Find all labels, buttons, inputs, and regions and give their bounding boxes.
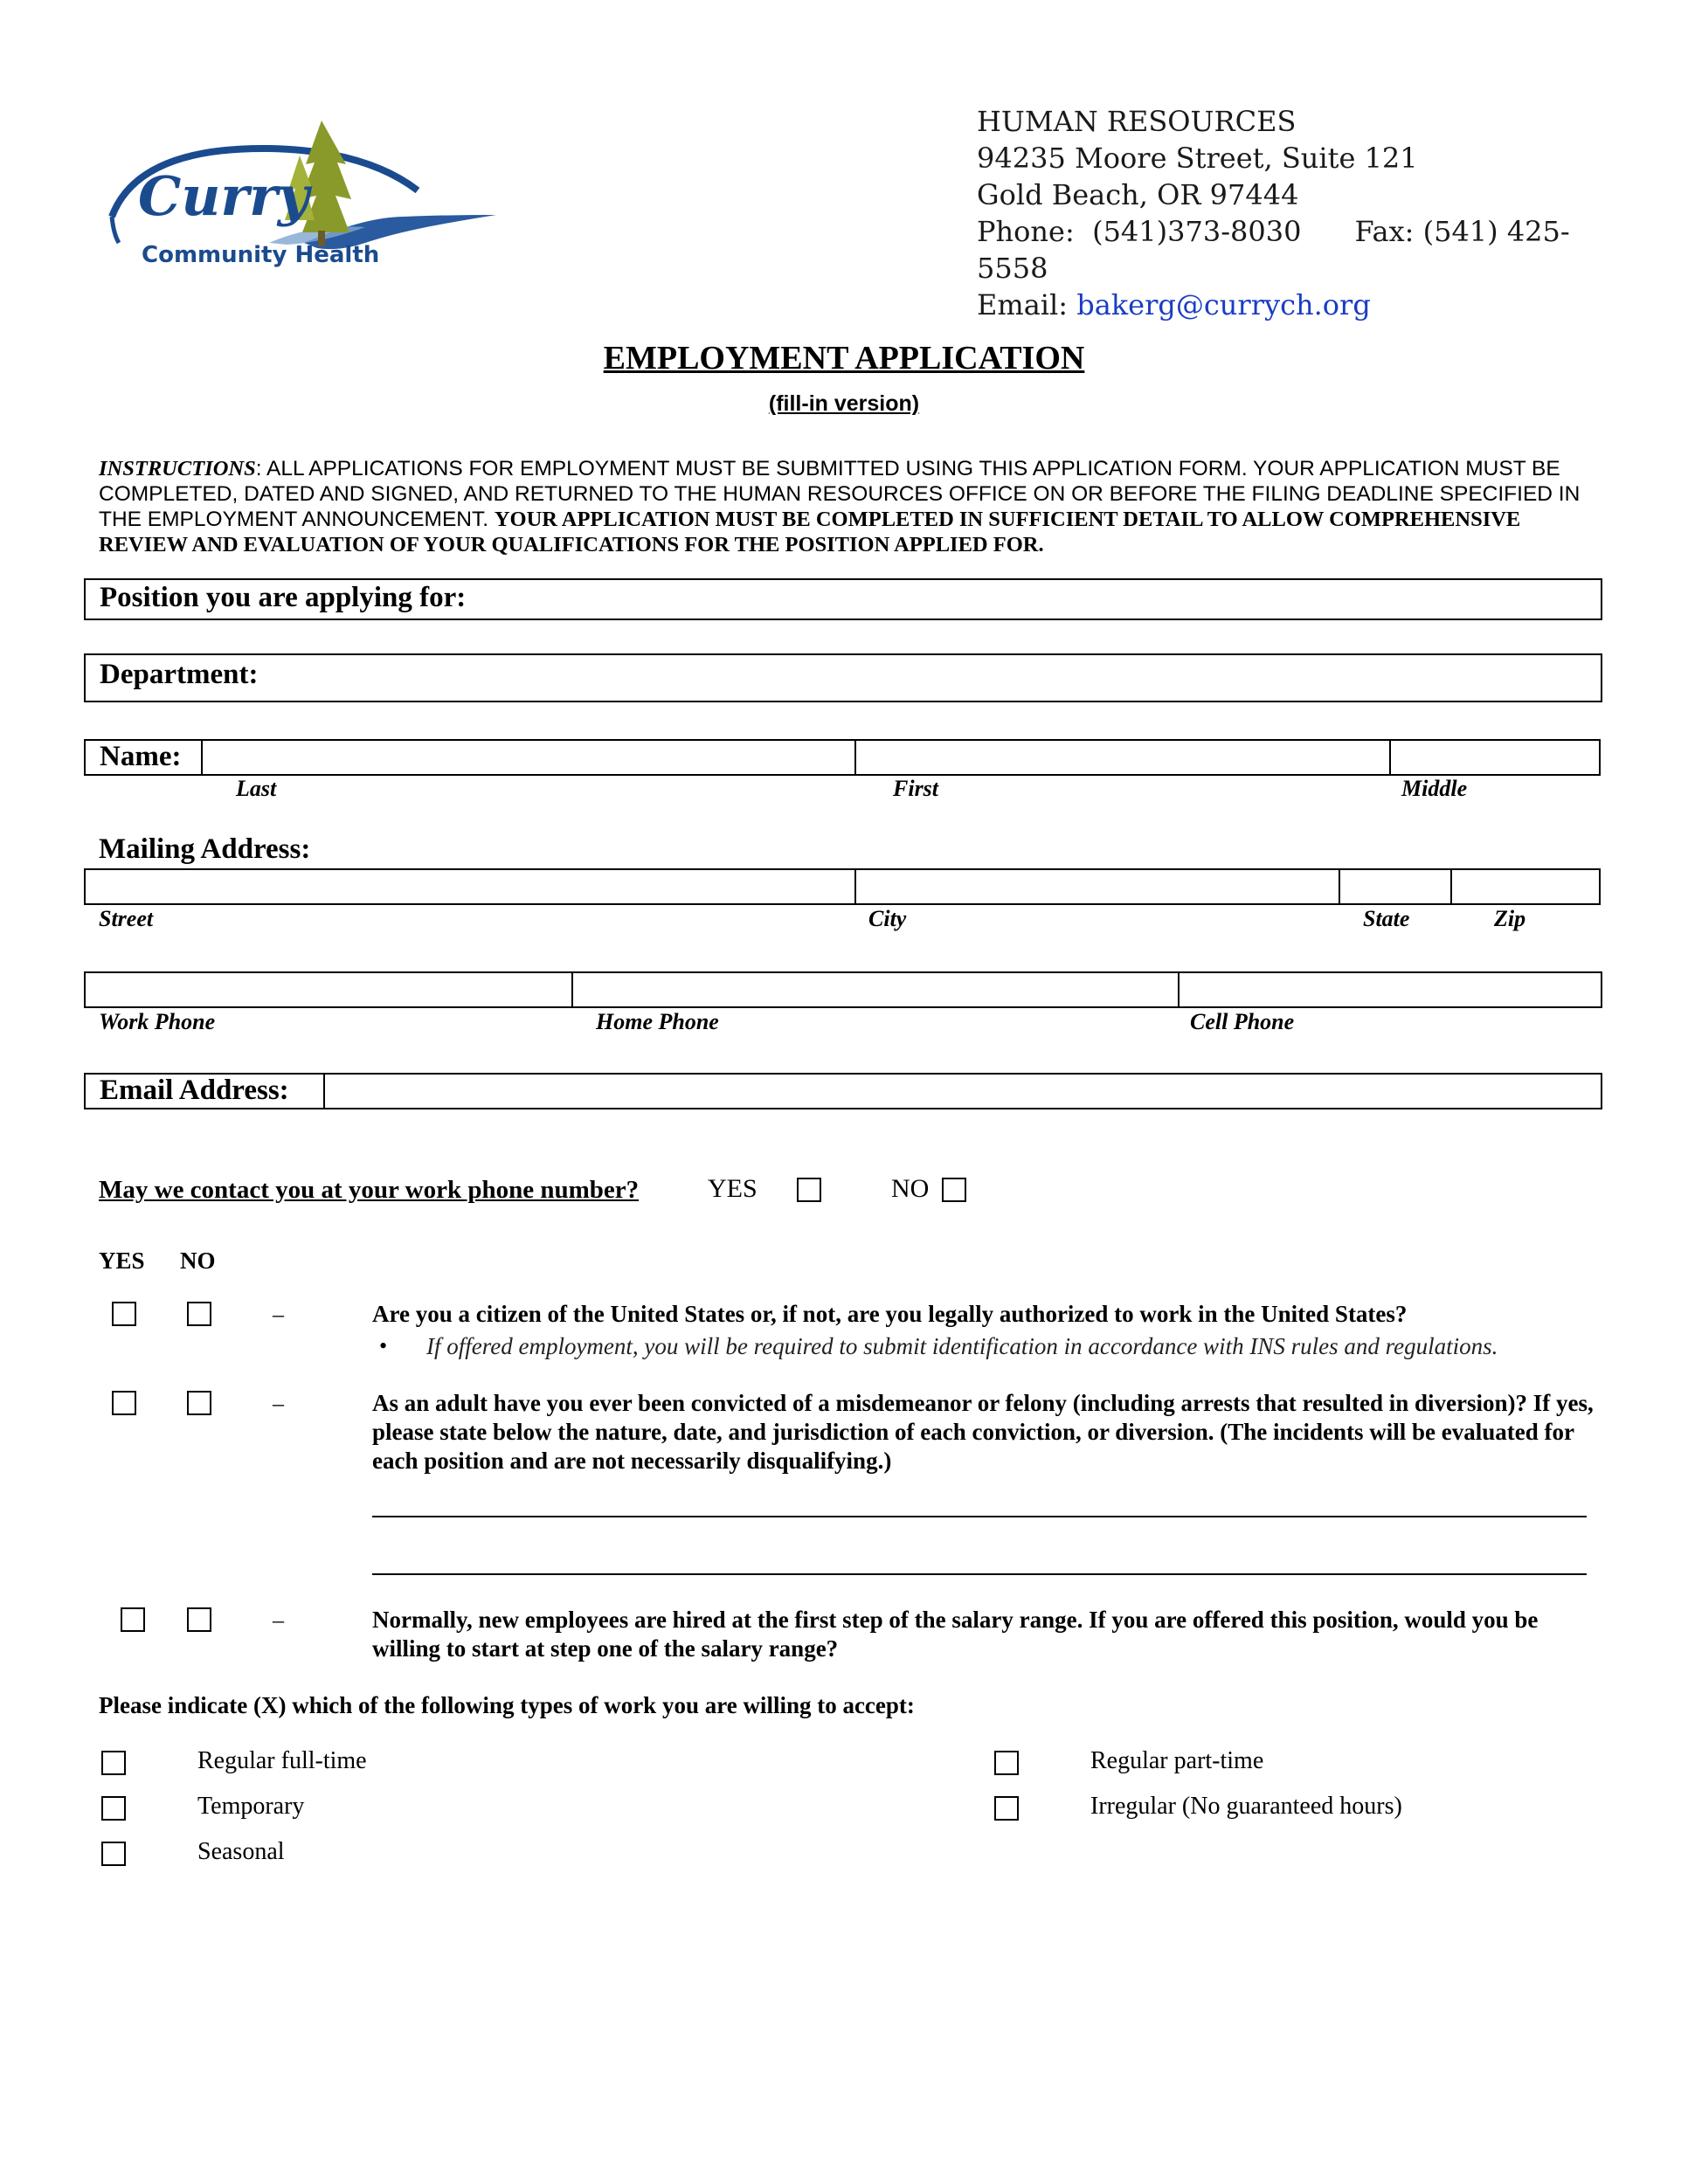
q1-ins-note: If offered employment, you will be required to submit identification in accordance with INS rules and regulations. bbox=[426, 1333, 1498, 1359]
hr-city: Gold Beach, OR 97444 bbox=[977, 178, 1299, 211]
street-input[interactable] bbox=[86, 870, 854, 903]
position-label: Position you are applying for: bbox=[100, 582, 467, 613]
q1-no-checkbox[interactable] bbox=[187, 1302, 211, 1326]
contact-yes-label: YES bbox=[708, 1174, 758, 1203]
regular-full-time-checkbox[interactable] bbox=[101, 1751, 126, 1775]
contact-question: May we contact you at your work phone number? bbox=[99, 1176, 640, 1204]
email-address-label: Email Address: bbox=[100, 1075, 289, 1106]
name-middle-input[interactable] bbox=[1389, 741, 1599, 774]
q1-dash: – bbox=[273, 1302, 284, 1327]
state-input[interactable] bbox=[1339, 870, 1452, 903]
q3-salary-question: Normally, new employees are hired at the first step of the salary range. If you are offered this position, would you be willing to start at step one of the salary range? bbox=[372, 1607, 1539, 1662]
q1-bullet: • bbox=[379, 1333, 388, 1358]
seasonal-label: Seasonal bbox=[197, 1838, 285, 1865]
q2-conviction-question: As an adult have you ever been convicted of a misdemeanor or felony (including arrests that resulted in diversion)? If yes, please state below the nature, date, and jurisdiction of each conviction, or diversion. (The incidents will be evaluated for each position and are not necessarily disqualifying.) bbox=[372, 1390, 1594, 1474]
q2-no-checkbox[interactable] bbox=[187, 1391, 211, 1415]
hr-email-link[interactable]: bakerg@currych.org bbox=[1076, 288, 1371, 321]
hr-street: 94235 Moore Street, Suite 121 bbox=[977, 142, 1418, 175]
phone-row bbox=[84, 971, 1602, 1008]
q2-dash: – bbox=[273, 1391, 284, 1416]
name-first-input[interactable] bbox=[854, 741, 1391, 774]
yes-column-header: YES bbox=[99, 1248, 145, 1274]
work-phone-input[interactable] bbox=[86, 973, 571, 1006]
mailing-address-label: Mailing Address: bbox=[99, 833, 311, 865]
regular-part-time-checkbox[interactable] bbox=[994, 1751, 1019, 1775]
instructions-bold-text: YOUR APPLICATION MUST BE COMPLETED IN SUFFICIENT DETAIL TO ALLOW COMPREHENSIVE REVIEW AND EVALUATION OF YOUR QUALIFICATIONS FOR THE POSITION APPLIED FOR. bbox=[99, 508, 1521, 556]
q1-citizenship-question: Are you a citizen of the United States or, if not, are you legally authorized to work in the United States? bbox=[372, 1301, 1408, 1327]
q2-answer-line-1[interactable] bbox=[372, 1516, 1587, 1517]
street-caption: Street bbox=[99, 906, 154, 931]
work-types-prompt: Please indicate (X) which of the following types of work you are willing to accept: bbox=[99, 1692, 915, 1718]
logo-subtitle: Community Health bbox=[142, 242, 380, 268]
irregular-label: Irregular (No guaranteed hours) bbox=[1090, 1793, 1402, 1820]
q3-dash: – bbox=[273, 1607, 284, 1633]
department-field[interactable] bbox=[84, 653, 1602, 702]
name-row bbox=[84, 739, 1601, 776]
email-address-input[interactable] bbox=[323, 1075, 1601, 1108]
state-caption: State bbox=[1363, 906, 1410, 931]
address-row bbox=[84, 868, 1601, 905]
instructions-text: : ALL APPLICATIONS FOR EMPLOYMENT MUST BE SUBMITTED USING THIS APPLICATION FORM. YOUR APPLICATION MUST BE COMPLETED, DATED AND SIGNED, AND RETURNED TO THE HUMAN RESOURCES OFFICE ON OR BEFORE THE FILING DEADLINE SPECIFIED IN THE EMPLOYMENT ANNOUNCEMENT. bbox=[99, 457, 1581, 531]
department-label: Department: bbox=[100, 659, 259, 690]
name-first-caption: First bbox=[893, 776, 939, 801]
temporary-label: Temporary bbox=[197, 1793, 305, 1820]
hr-phone-line bbox=[977, 213, 1570, 250]
zip-caption: Zip bbox=[1494, 906, 1526, 931]
email-row bbox=[84, 1073, 1602, 1109]
instructions bbox=[99, 456, 1602, 557]
contact-no-label: NO bbox=[891, 1174, 930, 1203]
logo-wordmark: Curry bbox=[138, 164, 309, 228]
regular-part-time-label: Regular part-time bbox=[1090, 1747, 1264, 1774]
contact-yes-checkbox[interactable] bbox=[797, 1178, 821, 1202]
page-subtitle: (fill-in version) bbox=[768, 391, 920, 416]
home-phone-input[interactable] bbox=[571, 973, 1180, 1006]
work-phone-caption: Work Phone bbox=[99, 1009, 216, 1034]
regular-full-time-label: Regular full-time bbox=[197, 1747, 367, 1774]
q2-answer-line-2[interactable] bbox=[372, 1573, 1587, 1575]
zip-input[interactable] bbox=[1450, 870, 1599, 903]
q3-yes-checkbox[interactable] bbox=[121, 1607, 145, 1632]
name-last-caption: Last bbox=[236, 776, 277, 801]
hr-fax-cont: 5558 bbox=[977, 252, 1048, 285]
hr-phone: (541)373-8030 bbox=[1092, 215, 1302, 248]
seasonal-checkbox[interactable] bbox=[101, 1842, 126, 1866]
q2-yes-checkbox[interactable] bbox=[112, 1391, 136, 1415]
q1-yes-checkbox[interactable] bbox=[112, 1302, 136, 1326]
page-title: EMPLOYMENT APPLICATION bbox=[603, 340, 1085, 377]
hr-fax: Fax: (541) 425- bbox=[1354, 215, 1570, 248]
city-input[interactable] bbox=[854, 870, 1340, 903]
position-field[interactable] bbox=[84, 578, 1602, 620]
home-phone-caption: Home Phone bbox=[596, 1009, 719, 1034]
cell-phone-input[interactable] bbox=[1178, 973, 1601, 1006]
curry-community-health-logo bbox=[103, 112, 505, 287]
hr-department: HUMAN RESOURCES bbox=[977, 105, 1297, 138]
contact-no-checkbox[interactable] bbox=[942, 1178, 966, 1202]
no-column-header: NO bbox=[180, 1248, 216, 1274]
cell-phone-caption: Cell Phone bbox=[1190, 1009, 1295, 1034]
name-label: Name: bbox=[100, 741, 182, 772]
instructions-label: INSTRUCTIONS bbox=[99, 457, 256, 480]
city-caption: City bbox=[868, 906, 907, 931]
hr-email-label: Email: bbox=[977, 288, 1069, 321]
name-last-input[interactable] bbox=[201, 741, 856, 774]
q3-no-checkbox[interactable] bbox=[187, 1607, 211, 1632]
hr-email-line bbox=[977, 287, 1371, 323]
irregular-checkbox[interactable] bbox=[994, 1796, 1019, 1821]
name-middle-caption: Middle bbox=[1401, 776, 1468, 801]
temporary-checkbox[interactable] bbox=[101, 1796, 126, 1821]
hr-phone-label: Phone: bbox=[977, 215, 1075, 248]
